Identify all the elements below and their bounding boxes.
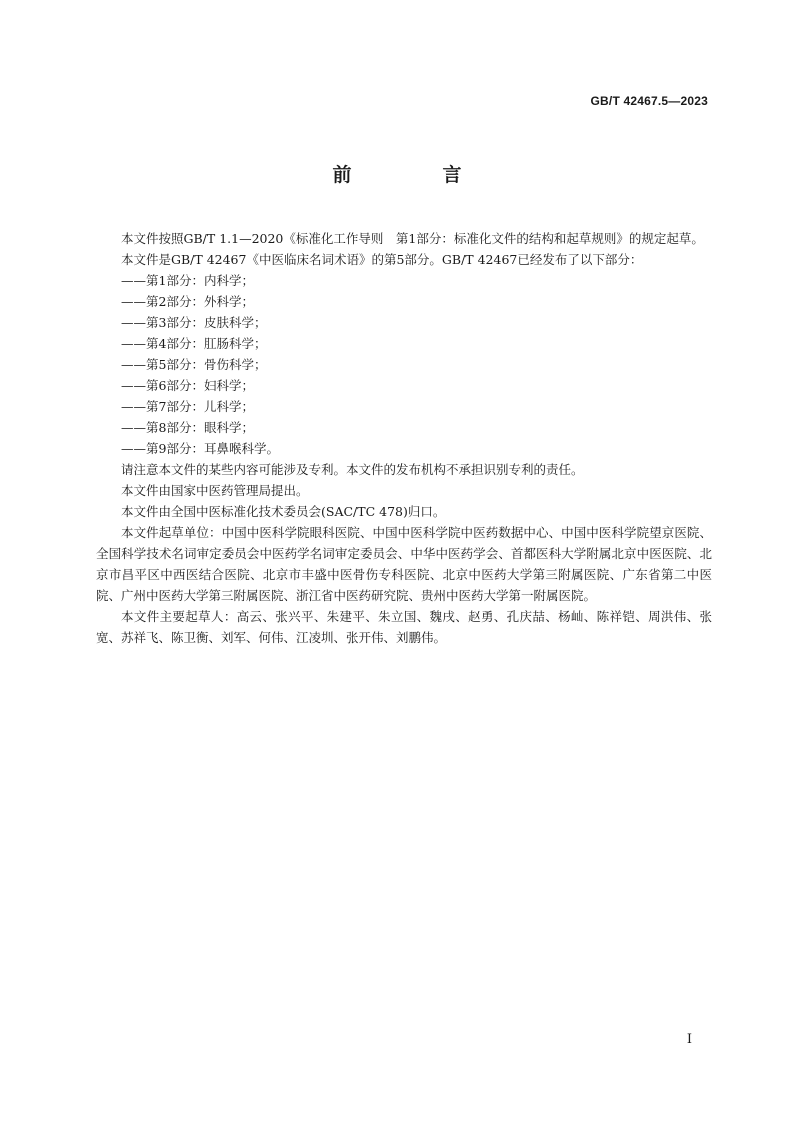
list-item-part-4: ——第4部分：肛肠科学； <box>121 336 267 351</box>
page-number: I <box>686 1032 692 1047</box>
paragraph-proposer: 本文件由国家中医药管理局提出。 <box>121 483 309 498</box>
foreword-body <box>96 228 712 648</box>
standard-code: GB/T 42467.5—2023 <box>590 94 708 108</box>
list-item-part-9: ——第9部分：耳鼻喉科学。 <box>121 441 279 456</box>
list-item-part-8: ——第8部分：眼科学； <box>121 420 254 435</box>
list-item-part-6: ——第6部分：妇科学； <box>121 378 254 393</box>
paragraph-drafting-units: 本文件起草单位：中国中医科学院眼科医院、中国中医科学院中医药数据中心、中国中医科学院望京医院、全国科学技术名词审定委员会中医药学名词审定委员会、中华中医药学会、首都医科大学附属北京中医医院、北京市昌平区中西医结合医院、北京市丰盛中医骨伤专科医院、北京中医药大学第三附属医院、广东省第二中医院、广州中医药大学第三附属医院、浙江省中医药研究院、贵州中医药大学第一附属医院。 <box>96 525 712 603</box>
list-item-part-1: ——第1部分：内科学； <box>121 273 254 288</box>
list-item-part-2: ——第2部分：外科学； <box>121 294 254 309</box>
paragraph-patent-notice: 请注意本文件的某些内容可能涉及专利。本文件的发布机构不承担识别专利的责任。 <box>121 462 584 477</box>
list-item-part-3: ——第3部分：皮肤科学； <box>121 315 267 330</box>
paragraph-drafters: 本文件主要起草人：高云、张兴平、朱建平、朱立国、魏戌、赵勇、孔庆喆、杨屾、陈祥铠、周洪伟、张宽、苏祥飞、陈卫衡、刘军、何伟、江凌圳、张开伟、刘鹏伟。 <box>96 609 712 645</box>
paragraph-series-intro: 本文件是GB/T 42467《中医临床名词术语》的第5部分。GB/T 42467已经发布了以下部分： <box>121 252 643 267</box>
list-item-part-5: ——第5部分：骨伤科学； <box>121 357 267 372</box>
paragraph-drafting-rules: 本文件按照GB/T 1.1—2020《标准化工作导则 第1部分：标准化文件的结构和起草规则》的规定起草。 <box>121 231 704 246</box>
page-title: 前 言 <box>332 164 498 186</box>
paragraph-committee: 本文件由全国中医标准化技术委员会(SAC/TC 478)归口。 <box>121 504 446 519</box>
list-item-part-7: ——第7部分：儿科学； <box>121 399 254 414</box>
